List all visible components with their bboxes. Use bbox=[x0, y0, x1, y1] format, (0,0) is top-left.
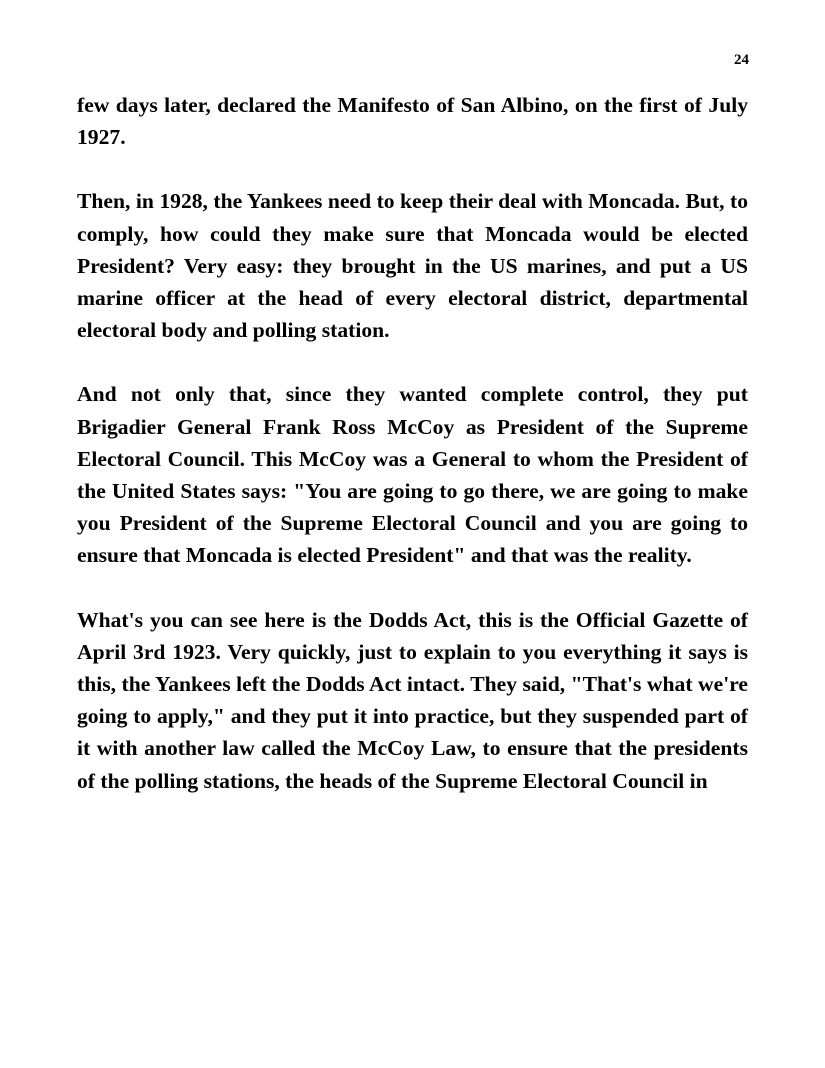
paragraph-4: What's you can see here is the Dodds Act, this is the Official Gazette of April 3rd 1923. Very quickly, just to explain to you everything it says is this, the Yankees left the Dodds Act intact. They said, "That's what we're going to apply," and they put it into practice, but they suspended part of it with another law called the McCoy Law, to ensure that the presidents of the polling stations, the heads of the Supreme Electoral Council in bbox=[77, 607, 748, 793]
page-body bbox=[77, 89, 748, 829]
paragraph-1: few days later, declared the Manifesto of San Albino, on the first of July 1927. bbox=[77, 93, 748, 150]
page-number: 24 bbox=[734, 52, 749, 68]
paragraph-3: And not only that, since they wanted complete control, they put Brigadier General Frank Ross McCoy as President of the Supreme Electoral Council. This McCoy was a General to whom the President of the United States says: "You are going to go there, we are going to make you President of the Supreme Electoral Council and you are going to ensure that Moncada is elected President" and that was the reality. bbox=[77, 382, 748, 568]
paragraph-2: Then, in 1928, the Yankees need to keep their deal with Moncada. But, to comply, how could they make sure that Moncada would be elected President? Very easy: they brought in the US marines, and put a US marine officer at the head of every electoral district, departmental electoral body and polling station. bbox=[77, 189, 748, 343]
